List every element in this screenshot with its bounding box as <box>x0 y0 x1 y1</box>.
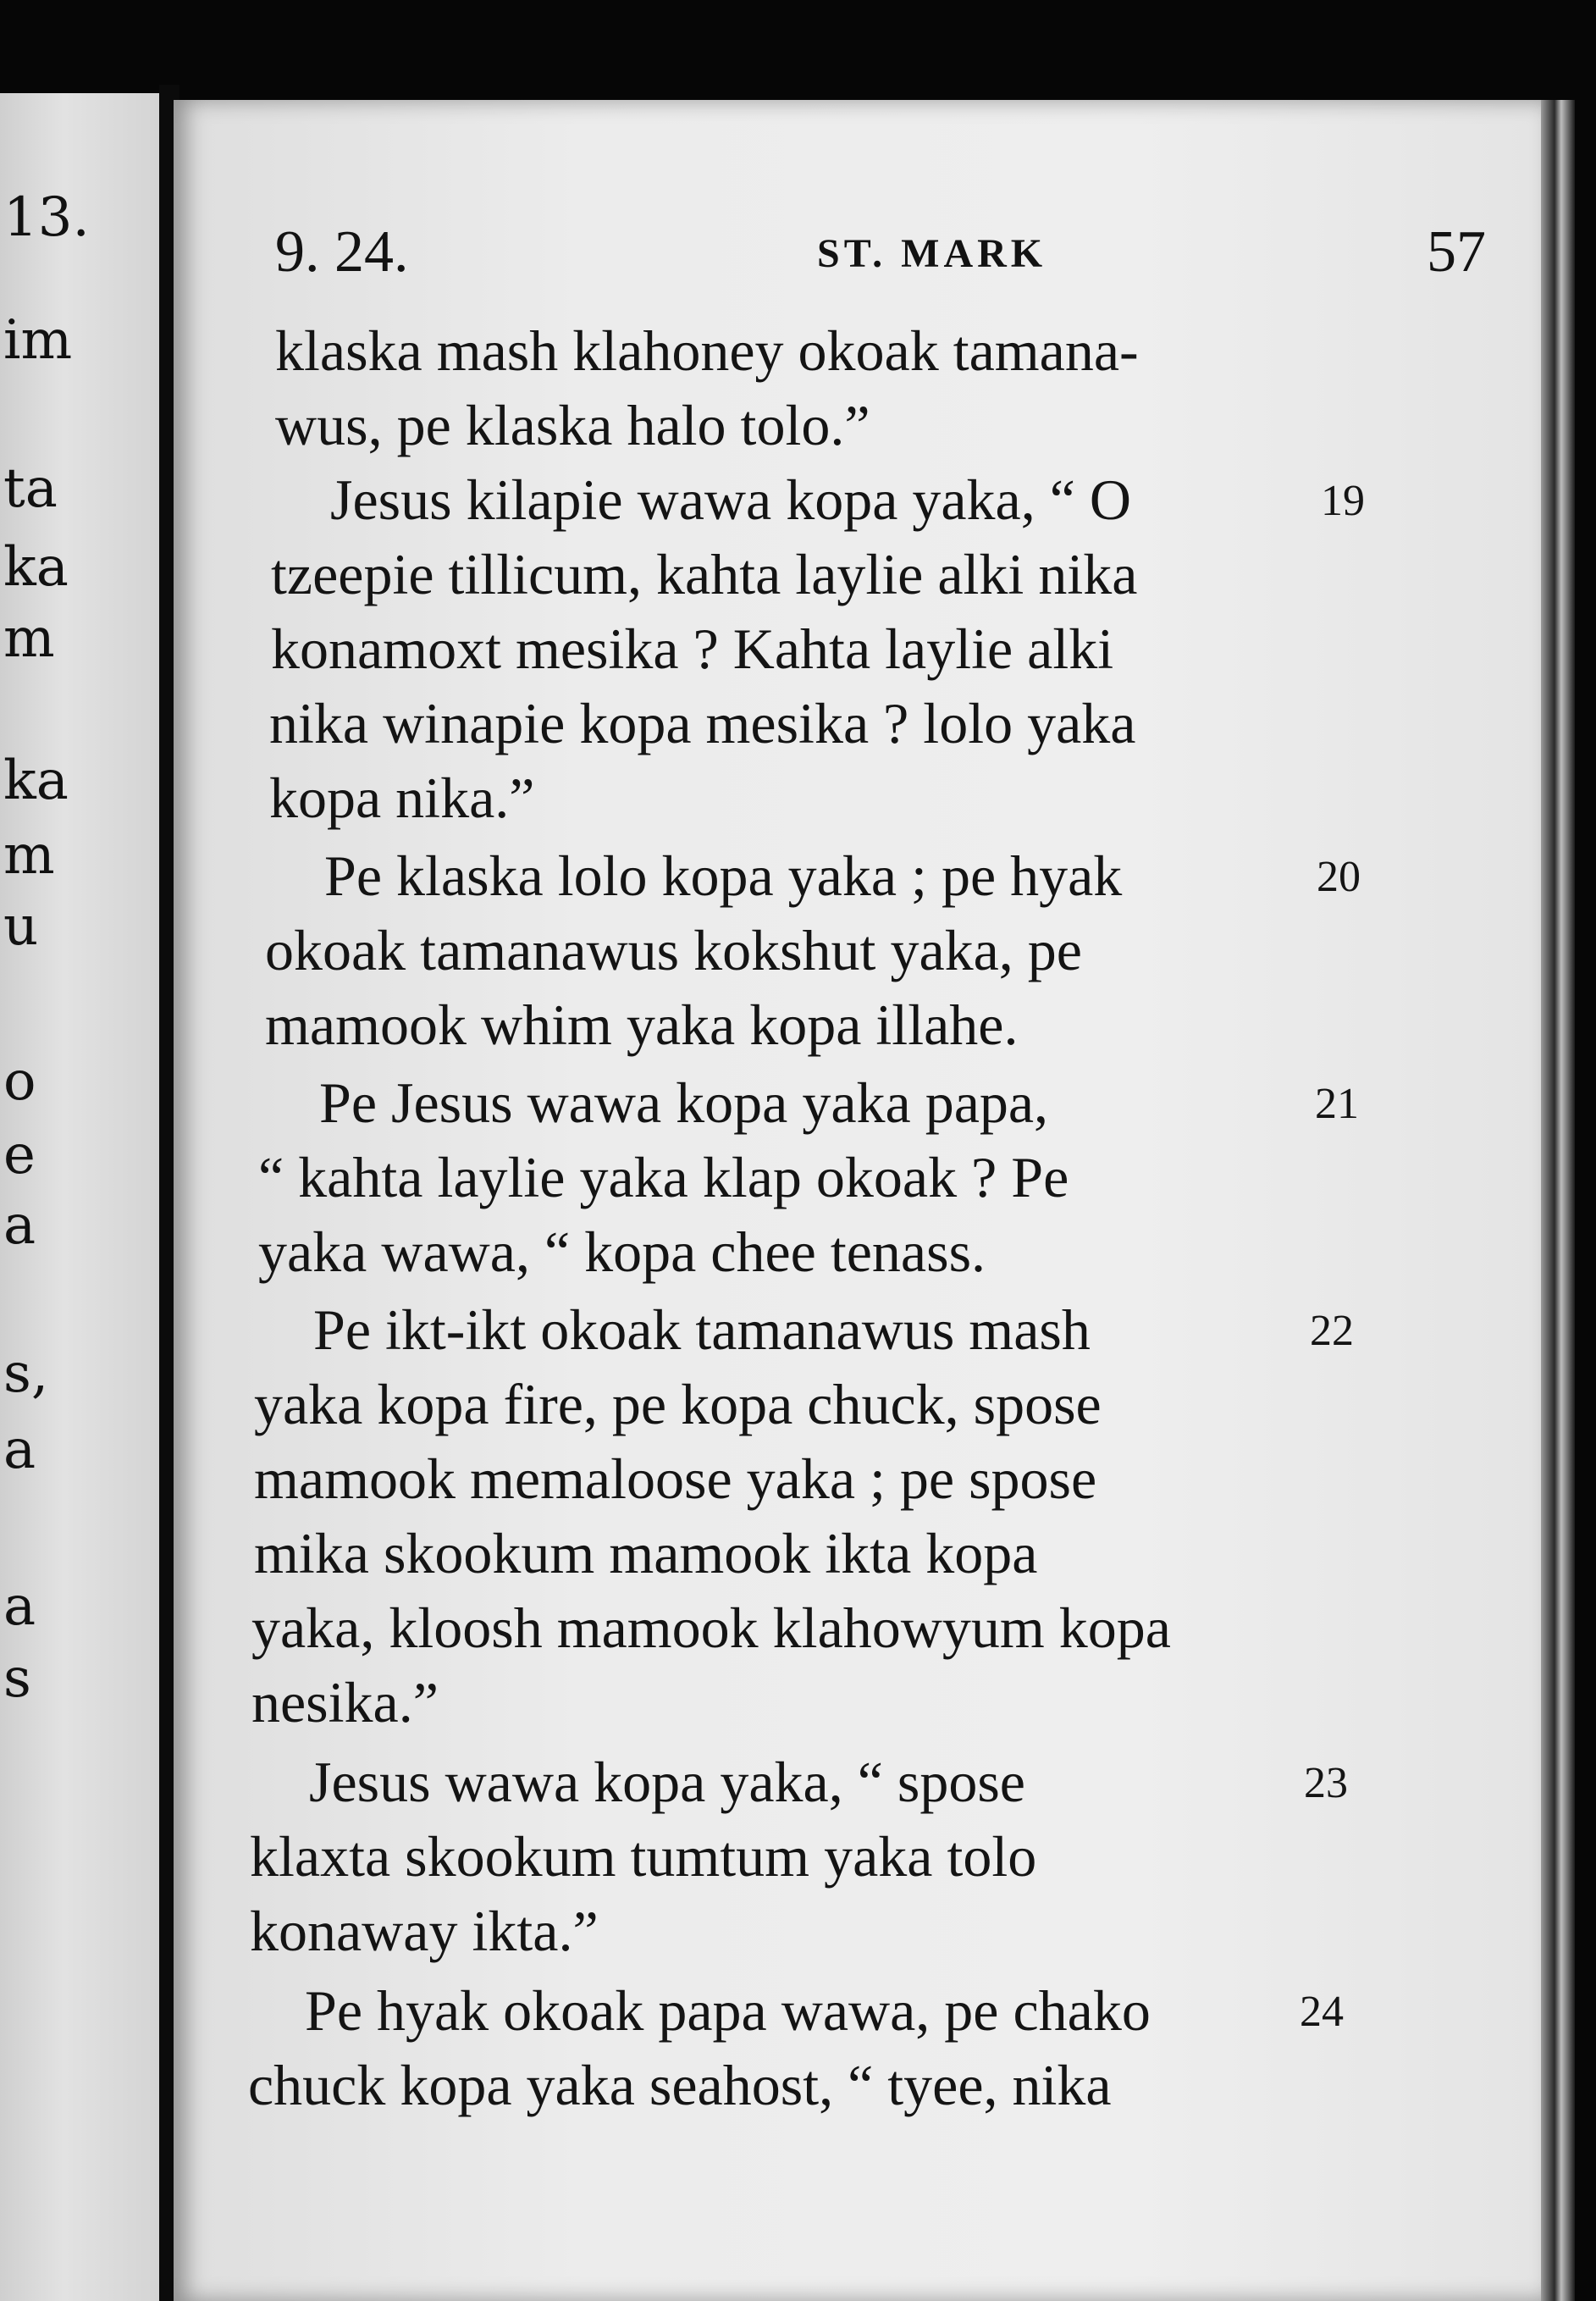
left-fragment: 13. <box>3 186 90 249</box>
text-line: Pe Jesus wawa kopa yaka papa, <box>319 1070 1049 1135</box>
left-fragment: m <box>3 824 55 887</box>
text-line: Jesus kilapie wawa kopa yaka, “ O <box>330 467 1132 532</box>
running-title: ST. MARK <box>817 231 1047 276</box>
text-line: klaxta skookum tumtum yaka tolo <box>250 1824 1037 1889</box>
text-line: mamook whim yaka kopa illahe. <box>265 993 1019 1057</box>
verse-number: 24 <box>1300 1988 1344 2036</box>
chapter-verse-reference: 9. 24. <box>275 219 409 285</box>
text-line: Jesus wawa kopa yaka, “ spose <box>309 1750 1025 1814</box>
text-line: kopa nika.” <box>269 766 535 830</box>
left-fragment: s <box>3 1647 31 1710</box>
left-fragment: o <box>3 1050 36 1113</box>
left-page-edge <box>0 93 159 2301</box>
left-fragment: s, <box>3 1342 49 1405</box>
text-line: chuck kopa yaka seahost, “ tyee, nika <box>248 2053 1112 2117</box>
left-fragment: u <box>3 895 39 958</box>
book-page <box>174 100 1541 2301</box>
text-line: okoak tamanawus kokshut yaka, pe <box>265 918 1082 982</box>
text-line: Pe hyak okoak papa wawa, pe chako <box>305 1978 1151 2043</box>
text-line: mika skookum mamook ikta kopa <box>254 1521 1038 1585</box>
running-header <box>275 218 1486 286</box>
page-number: 57 <box>1427 219 1486 285</box>
left-fragment: e <box>3 1124 36 1186</box>
left-fragment: m <box>3 607 55 670</box>
verse-number: 20 <box>1317 853 1361 901</box>
text-line: yaka, kloosh mamook klahowyum kopa <box>251 1596 1171 1660</box>
verse-number: 23 <box>1304 1759 1348 1807</box>
text-line: konaway ikta.” <box>250 1899 599 1963</box>
text-line: yaka kopa fire, pe kopa chuck, spose <box>254 1372 1102 1436</box>
left-fragment: ta <box>3 457 58 520</box>
left-fragment: a <box>3 1575 36 1638</box>
text-line: tzeepie tillicum, kahta laylie alki nika <box>271 542 1138 606</box>
left-fragment: a <box>3 1194 36 1257</box>
left-fragment: im <box>3 309 73 372</box>
left-fragment: ka <box>3 536 69 599</box>
text-line: Pe ikt-ikt okoak tamanawus mash <box>313 1297 1091 1362</box>
text-line: Pe klaska lolo kopa yaka ; pe hyak <box>324 844 1123 908</box>
text-line: yaka wawa, “ kopa chee tenass. <box>258 1220 986 1284</box>
page-right-edge <box>1541 100 1575 2301</box>
text-line: nika winapie kopa mesika ? lolo yaka <box>269 691 1136 755</box>
text-line: wus, pe klaska halo tolo.” <box>275 393 870 457</box>
verse-number: 21 <box>1315 1080 1359 1128</box>
left-fragment: ka <box>3 749 69 812</box>
text-line: konamoxt mesika ? Kahta laylie alki <box>271 617 1114 681</box>
text-line: “ kahta laylie yaka klap okoak ? Pe <box>258 1145 1069 1209</box>
text-line: klaska mash klahoney okoak tamana- <box>275 318 1139 383</box>
verse-number: 22 <box>1310 1307 1354 1355</box>
verse-number: 19 <box>1321 477 1365 525</box>
text-line: nesika.” <box>251 1670 439 1734</box>
left-fragment: a <box>3 1419 36 1481</box>
text-line: mamook memaloose yaka ; pe spose <box>254 1446 1097 1511</box>
